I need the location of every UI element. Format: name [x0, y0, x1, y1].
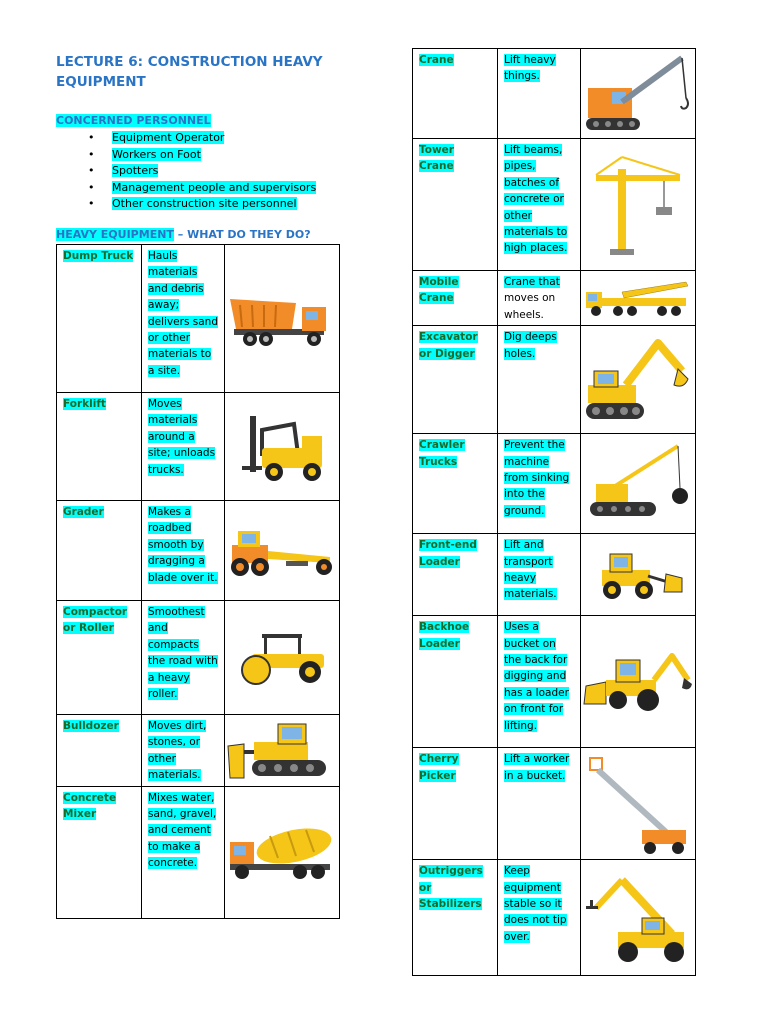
equipment-desc: Lift a worker in a bucket.	[504, 753, 570, 782]
equipment-name: Dump Truck	[63, 250, 134, 262]
equipment-name: Outriggers or Stabilizers	[419, 865, 483, 911]
grader-icon	[226, 523, 338, 579]
concrete-mixer-icon	[226, 822, 338, 882]
list-item: • Management people and supervisors	[56, 180, 316, 197]
equipment-table-left	[56, 244, 340, 919]
table-row	[413, 860, 696, 976]
table-row	[57, 786, 340, 918]
tower-crane-icon	[586, 153, 690, 257]
table-row	[413, 49, 696, 139]
equipment-name: Crane	[419, 54, 454, 66]
table-row	[413, 534, 696, 616]
list-item: • Workers on Foot	[56, 147, 316, 164]
equipment-desc: Moves materials around a site; unloads trucks.	[148, 398, 216, 476]
equipment-name: Mobile Crane	[419, 276, 459, 305]
list-item: • Equipment Operator	[56, 130, 316, 147]
table-row	[413, 616, 696, 748]
table-row	[413, 139, 696, 271]
page-title: LECTURE 6: CONSTRUCTION HEAVY EQUIPMENT	[56, 54, 323, 90]
equipment-desc: Keep equipment stable so it does not tip over.	[504, 865, 567, 943]
table-row	[413, 434, 696, 534]
equipment-name: Tower Crane	[419, 144, 454, 173]
personnel-heading: CONCERNED PERSONNEL	[56, 114, 211, 127]
equipment-desc: Smoothest and compacts the road with a heavy roller.	[148, 606, 218, 701]
equipment-heading: HEAVY EQUIPMENT – WHAT DO THEY DO?	[56, 228, 311, 241]
equipment-name: Forklift	[63, 398, 106, 410]
equipment-desc: Prevent the machine from sinking into the ground.	[504, 439, 570, 517]
mobile-crane-icon	[582, 278, 694, 318]
list-item: • Other construction site personnel	[56, 196, 316, 213]
front-loader-icon	[588, 550, 688, 600]
equipment-table-right	[412, 48, 696, 976]
equipment-desc: Makes a roadbed smooth by dragging a blade over it.	[148, 506, 218, 584]
equipment-desc: Lift beams, pipes, batches of concrete or other materials to high places.	[504, 144, 568, 255]
equipment-desc-continued: moves on wheels.	[504, 292, 556, 321]
cherry-picker-icon	[582, 752, 694, 856]
crane-icon	[582, 52, 694, 136]
table-row	[413, 271, 696, 326]
table-row	[413, 326, 696, 434]
backhoe-icon	[582, 650, 694, 714]
table-row	[413, 748, 696, 860]
equipment-name: Grader	[63, 506, 104, 518]
personnel-list	[56, 130, 316, 213]
table-row	[57, 393, 340, 501]
equipment-desc: Uses a bucket on the back for digging and has a loader on front for lifting.	[504, 621, 569, 732]
equipment-desc: Lift heavy things.	[504, 54, 556, 83]
equipment-desc: Crane that	[504, 276, 560, 288]
equipment-name: Cherry Picker	[419, 753, 459, 782]
telehandler-icon	[582, 870, 694, 966]
equipment-name: Backhoe Loader	[419, 621, 470, 650]
table-row	[57, 245, 340, 393]
equipment-name: Bulldozer	[63, 720, 119, 732]
dump-truck-icon	[226, 289, 338, 349]
crawler-crane-icon	[582, 442, 694, 526]
equipment-name: Compactor or Roller	[63, 606, 128, 635]
equipment-name: Concrete Mixer	[63, 791, 117, 821]
equipment-name: Front-end Loader	[419, 539, 477, 568]
table-row	[57, 601, 340, 715]
forklift-icon	[232, 410, 332, 484]
equipment-name: Excavator or Digger	[419, 331, 478, 360]
equipment-desc: Mixes water, sand, gravel, and cement to make a concrete.	[148, 791, 217, 870]
bulldozer-icon	[226, 720, 338, 780]
table-row	[57, 501, 340, 601]
equipment-desc: Hauls materials and debris away; delivers sand or other materials to a site.	[148, 250, 218, 377]
excavator-icon	[582, 335, 694, 425]
equipment-name: Crawler Trucks	[419, 439, 465, 468]
list-item: • Spotters	[56, 163, 316, 180]
equipment-desc: Moves dirt, stones, or other materials.	[148, 720, 207, 782]
roller-icon	[232, 630, 332, 686]
equipment-desc: Lift and transport heavy materials.	[504, 539, 557, 601]
table-row	[57, 715, 340, 787]
equipment-desc: Dig deeps holes.	[504, 331, 557, 360]
